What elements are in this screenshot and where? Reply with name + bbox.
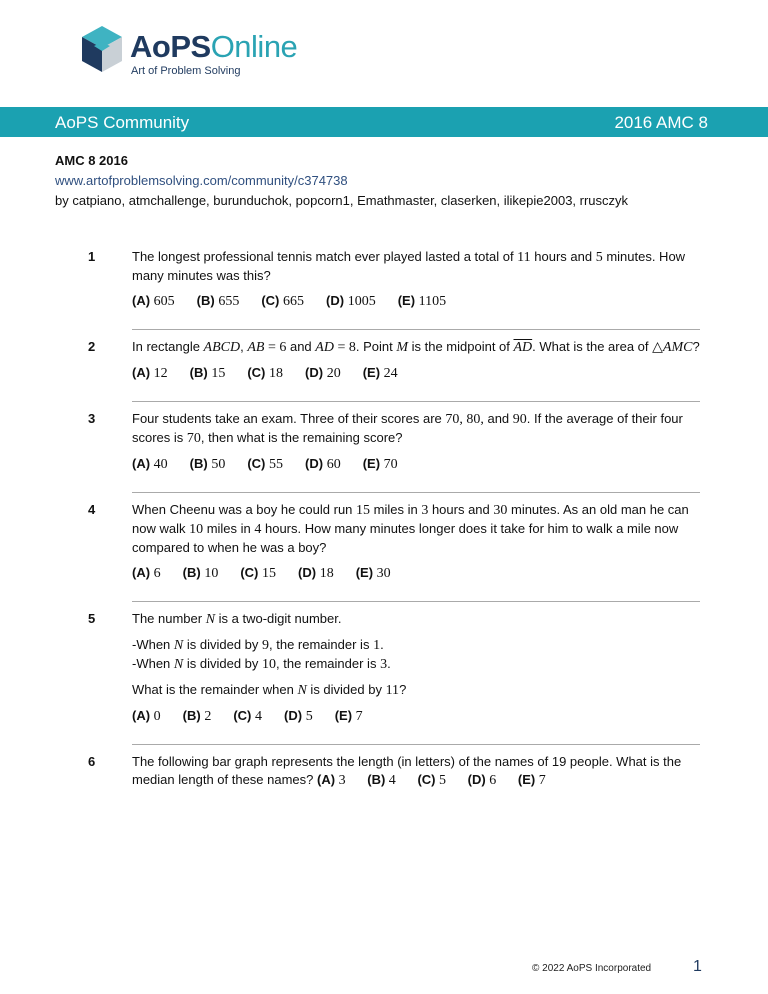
answer-choice [190,456,226,471]
contest-title: 2016 AMC 8 [614,113,708,132]
choice-letter: (A) [132,456,151,471]
answer-choice [240,565,276,580]
math-expression: AMC [662,340,693,355]
choice-value: 6 [153,566,161,581]
answer-choice [363,456,398,471]
choice-value: 12 [153,366,168,381]
math-expression: 4 [385,773,396,788]
answer-choice [305,365,341,380]
text-segment: The following bar graph represents the length (in letters) of the names of 19 people. What is the median length of these names? [132,754,682,787]
text-segment: hours and [428,502,494,517]
text-segment: -When [132,637,174,652]
choice-value: 665 [283,294,305,309]
choice-letter: (B) [189,456,208,471]
math-expression: ABCD [203,340,241,355]
choice-letter: (A) [132,365,151,380]
answer-choices [132,292,700,311]
authors: by catpiano, atmchallenge, burunduchok, popcorn1, Emathmaster, claserken, ilikepie2003, rrusczyk [55,193,629,208]
text-segment: . Point [355,339,397,354]
math-expression: 5 [595,250,603,265]
answer-choice [233,708,262,723]
choice-letter: (B) [182,565,201,580]
text-segment: is divided by [183,656,263,671]
math-expression: 7 [535,773,546,788]
answer-choice [247,365,283,380]
choice-value: 24 [383,366,398,381]
problem-number: 2 [88,339,96,354]
math-expression: M [396,340,408,355]
problem [88,745,700,808]
text-segment: is a two-digit number. [215,611,342,626]
text-segment: minutes. As an old man he can now walk [132,502,689,536]
math-expression: $\overline{AD}$ [513,340,533,355]
math-expression: 3 [335,773,346,788]
logo-tagline: Art of Problem Solving [131,65,241,77]
math-expression: 10 [262,657,277,672]
answer-choice [132,293,175,308]
math-expression: 9 [262,638,270,653]
problem [88,493,700,602]
answer-choice [356,565,391,580]
choice-letter: (B) [182,708,201,723]
choice-letter: (E) [362,456,381,471]
text-segment: is the midpoint of [408,339,514,354]
problem-text [132,610,700,629]
choice-letter: (D) [467,772,486,787]
choice-value: 30 [376,566,391,581]
choice-value: 18 [269,366,284,381]
choice-value: 5 [305,709,313,724]
problem-text [132,681,700,700]
text-segment: ? [399,682,407,697]
math-expression: 30 [493,503,508,518]
choice-letter: (E) [355,565,374,580]
answer-choices [132,455,700,474]
text-segment [496,772,518,787]
math-expression: 3 [421,503,429,518]
choice-value: 7 [355,709,363,724]
page-number: 1 [693,958,702,975]
choice-letter: (D) [326,293,345,308]
math-expression: 70 [186,431,201,446]
community-link[interactable]: www.artofproblemsolving.com/community/c374738 [55,173,348,188]
math-expression: 90 [512,412,527,427]
answer-choice [247,456,283,471]
choice-letter: (C) [261,293,280,308]
choice-letter: (B) [196,293,215,308]
contest-name: AMC 8 2016 [55,153,128,168]
choice-value: 0 [153,709,161,724]
math-expression: 6 [485,773,497,788]
problem-number: 5 [88,611,96,626]
choice-letter: (C) [417,772,436,787]
aops-online-logo[interactable] [80,24,330,80]
choice-letter: (D) [284,708,303,723]
choice-letter: (E) [334,708,353,723]
choice-letter: (E) [362,365,381,380]
answer-choice [197,293,240,308]
choice-letter: (C) [247,456,266,471]
text-segment: Four students take an exam. Three of their scores are [132,411,446,426]
answer-choice [183,565,219,580]
answer-choice [298,565,334,580]
math-expression: 3 [380,657,388,672]
math-expression: 4 [254,522,262,537]
answer-choice [326,293,376,308]
math-expression: N [297,683,307,698]
choice-letter: (D) [305,456,324,471]
answer-choice [132,565,161,580]
math-expression: N [173,638,184,653]
math-expression: N [173,657,184,672]
copyright: © 2022 AoPS Incorporated [532,963,652,974]
choice-letter: (E) [517,772,536,787]
problem-text [132,410,700,448]
problem [88,240,700,330]
text-segment: The number [132,611,206,626]
choice-value: 40 [153,457,168,472]
math-expression: AB [247,340,265,355]
problem-text [132,753,700,790]
choice-letter: (E) [397,293,416,308]
text-segment: What is the remainder when [132,682,298,697]
answer-choice [284,708,313,723]
text-segment: The longest professional tennis match ever played lasted a total of [132,249,518,264]
choice-value: 15 [211,366,226,381]
choice-letter: (B) [189,365,208,380]
math-expression: AD [315,340,334,355]
contest-meta [55,151,628,211]
text-segment: ? [692,339,700,354]
choice-letter: (C) [247,365,266,380]
problem-text [132,248,700,285]
problem [88,602,700,745]
problem-number: 6 [88,754,96,769]
problem-text [132,338,700,357]
problem-text [132,636,700,674]
choice-letter: (A) [132,708,151,723]
math-expression: 11 [517,250,531,265]
answer-choice [261,293,304,308]
answer-choice [132,456,168,471]
text-segment: . If the average of their four scores is [132,411,683,445]
answer-choices [132,707,700,726]
choice-letter: (D) [298,565,317,580]
problem-number: 3 [88,411,96,426]
choice-letter: (A) [317,772,336,787]
math-expression: 10 [189,522,204,537]
text-segment [396,772,418,787]
answer-choice [183,708,212,723]
answer-choice [132,708,161,723]
problem [88,330,700,402]
community-title: AoPS Community [55,113,190,132]
math-expression: 15 [356,503,371,518]
text-segment [346,772,368,787]
text-segment: is divided by [183,637,263,652]
choice-value: 55 [269,457,284,472]
math-expression: 70, 80, [445,412,484,427]
choice-value: 1105 [418,294,447,309]
problem-list [0,240,768,808]
choice-letter: (D) [305,365,324,380]
choice-letter: (A) [132,293,151,308]
text-segment: , the remainder is [276,656,381,671]
text-segment: , [240,339,248,354]
math-expression: = 8 [333,340,356,355]
math-expression: 1 [373,638,381,653]
text-segment: miles in [370,502,422,517]
answer-choice [335,708,363,723]
answer-choice [363,365,398,380]
choice-letter: (A) [132,565,151,580]
logo-wordmark: AoPSOnline [130,29,298,64]
text-segment: hours. How many minutes longer does it take for him to walk a mile now compared to when he was a boy? [132,521,679,555]
choice-value: 1005 [347,294,376,309]
math-expression: = 6 [264,340,287,355]
text-segment: hours and [530,249,596,264]
choice-value: 605 [153,294,175,309]
math-expression: △ [652,340,663,355]
choice-value: 20 [326,366,341,381]
choice-letter: (C) [233,708,252,723]
choice-value: 15 [262,566,277,581]
choice-value: 60 [326,457,341,472]
text-segment: and [483,411,513,426]
choice-value: 655 [218,294,240,309]
problem [88,402,700,493]
choice-value: 18 [319,566,334,581]
problem-text [132,501,700,557]
choice-letter: (B) [367,772,386,787]
answer-choices [132,564,700,583]
text-segment: miles in [203,521,255,536]
answer-choice [190,365,226,380]
answer-choices [132,364,700,383]
choice-value: 50 [211,457,226,472]
math-expression: 11 [385,683,400,698]
text-segment: , then what is the remaining score? [200,430,403,445]
text-segment: . [380,637,384,652]
text-segment: , the remainder is [269,637,374,652]
text-segment: -When [132,656,174,671]
problem-number: 1 [88,249,96,264]
choice-value: 10 [204,566,219,581]
math-expression: N [205,612,216,627]
text-segment [446,772,468,787]
math-expression: 5 [435,773,446,788]
text-segment: is divided by [306,682,386,697]
choice-letter: (C) [240,565,259,580]
answer-choice [132,365,168,380]
choice-value: 2 [204,709,212,724]
text-segment: minutes. How many minutes was this? [132,249,686,283]
text-segment: . [387,656,391,671]
header-bar [0,107,768,137]
text-segment: and [286,339,316,354]
problem-number: 4 [88,502,96,517]
answer-choice [398,293,446,308]
choice-value: 70 [383,457,398,472]
text-segment: In rectangle [132,339,204,354]
answer-choice [305,456,341,471]
choice-value: 4 [255,709,263,724]
cube-logo-icon [80,24,124,74]
text-segment: When Cheenu was a boy he could run [132,502,357,517]
text-segment: . What is the area of [532,339,653,354]
